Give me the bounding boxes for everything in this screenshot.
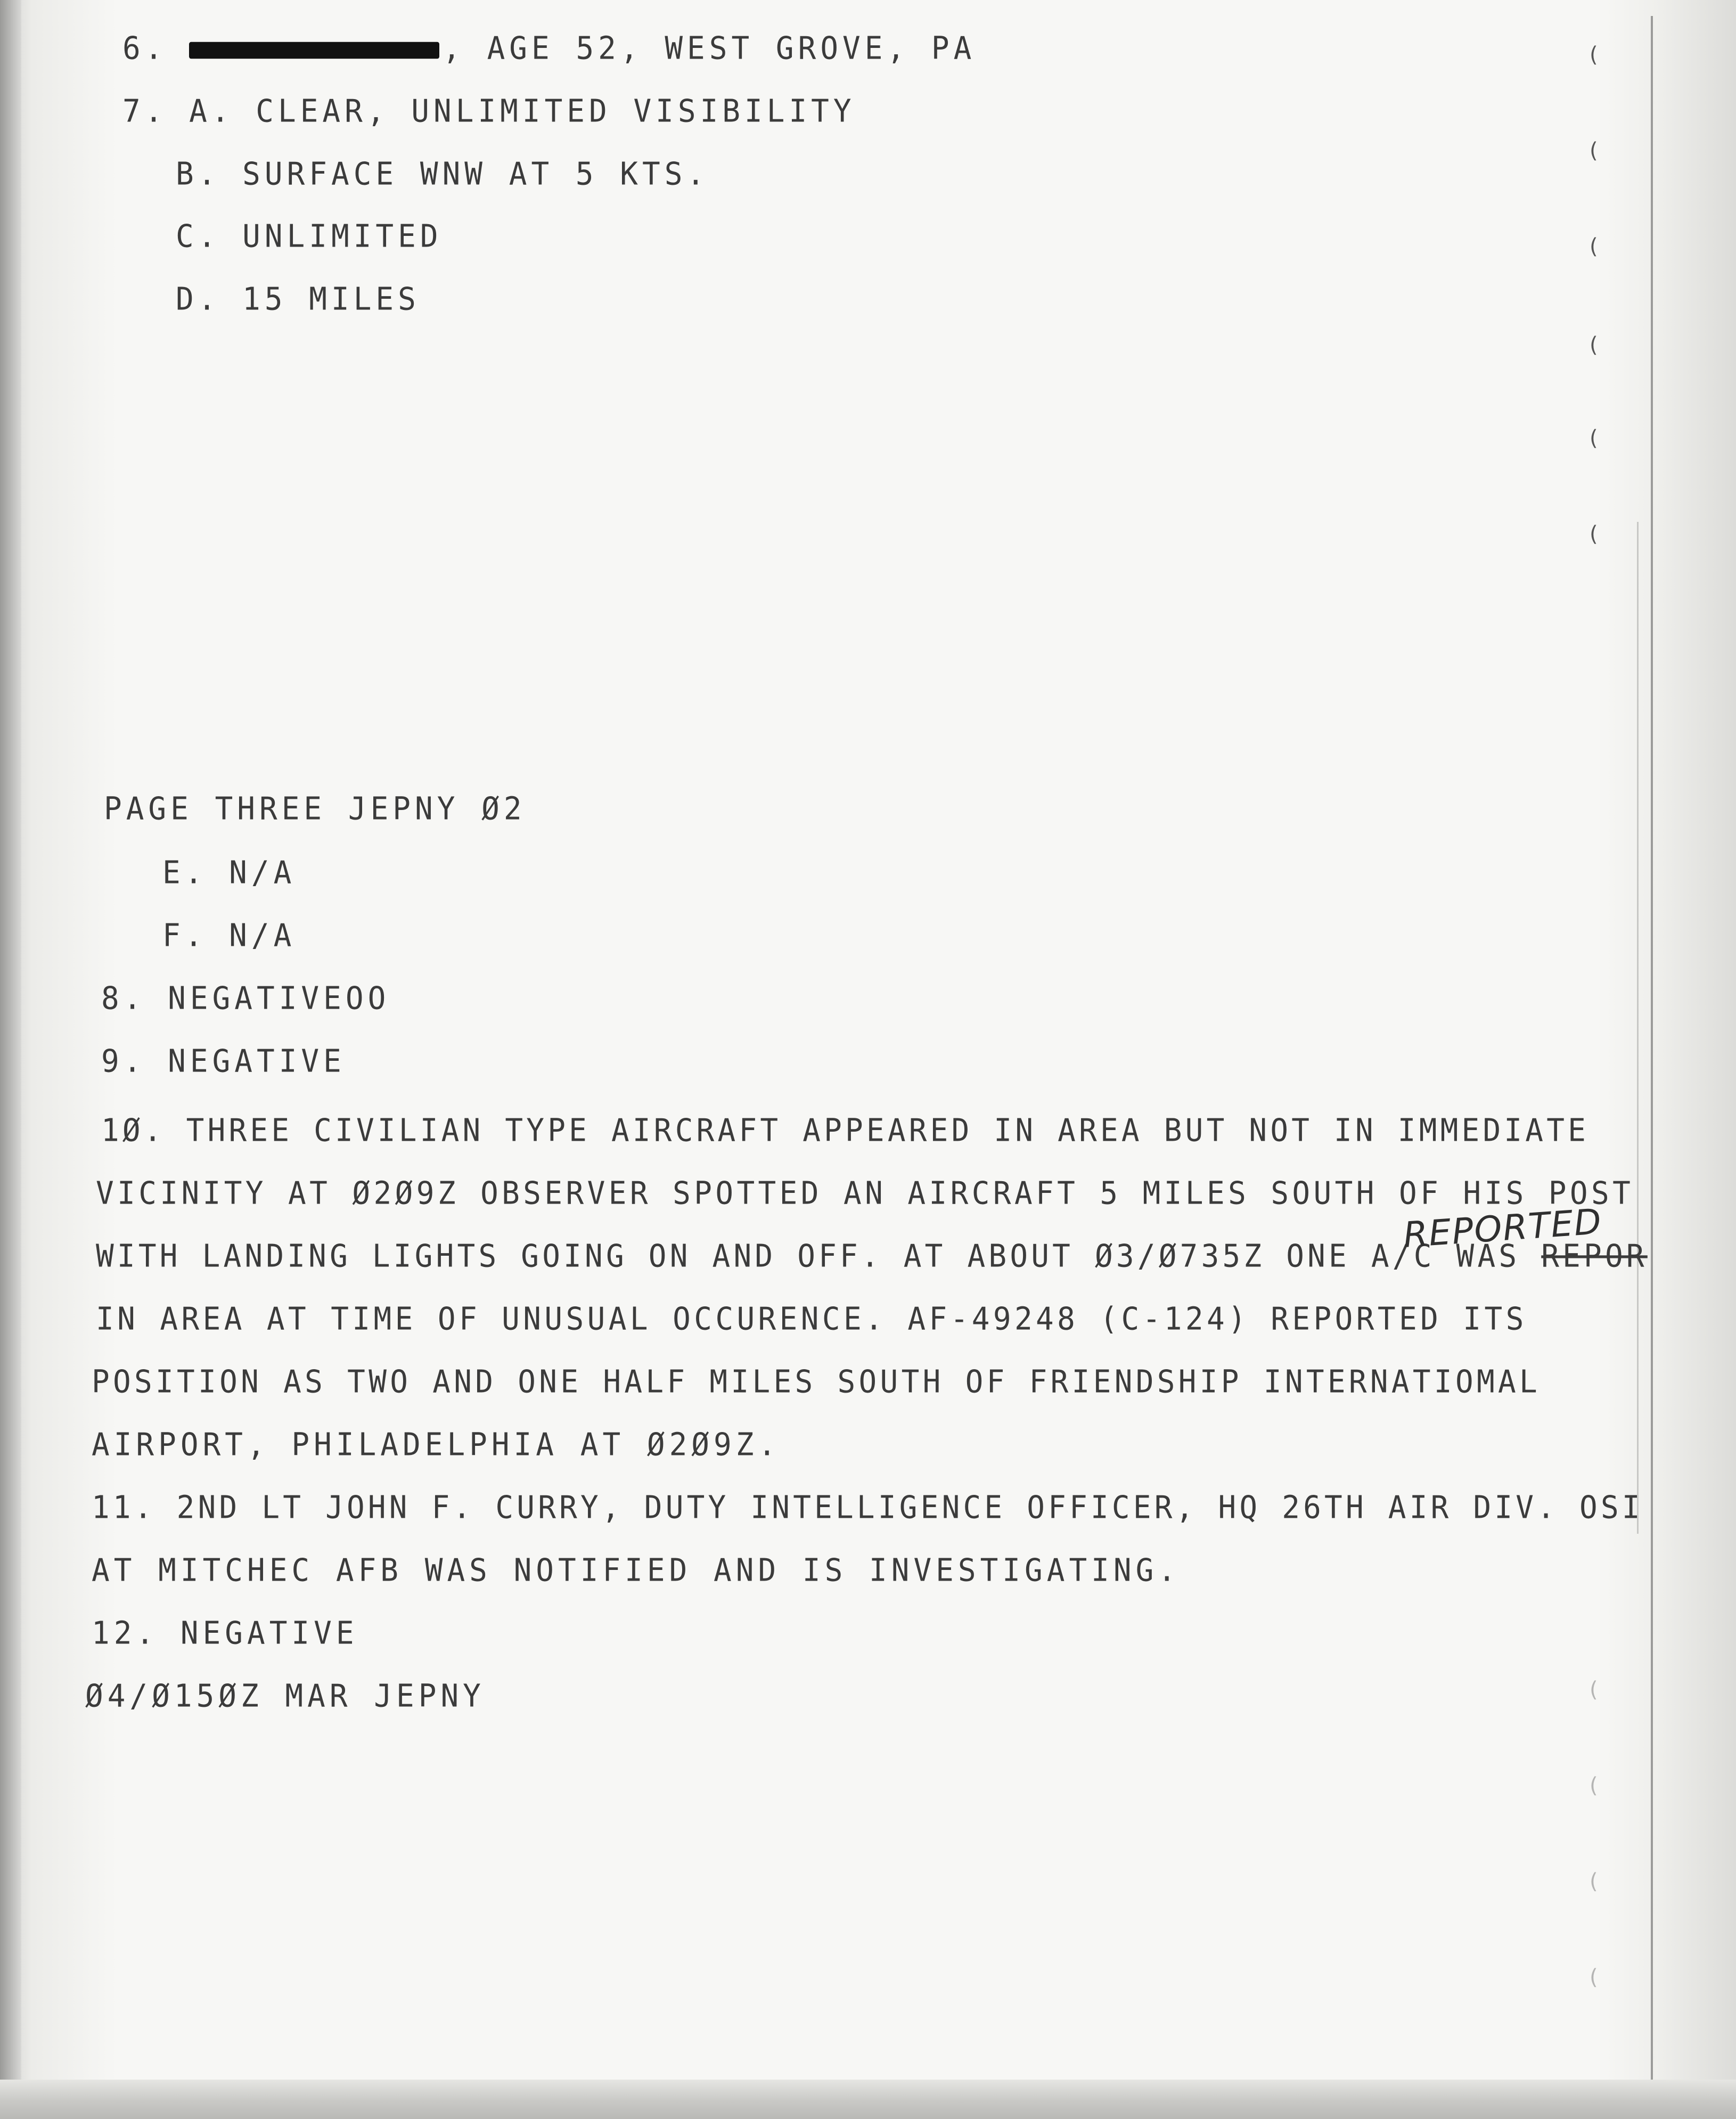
item-7b-line: B. SURFACE WNW AT 5 KTS.: [176, 156, 709, 192]
margin-tick-mark: (: [1590, 522, 1598, 546]
margin-tick-mark: (: [1590, 1965, 1598, 1990]
page-header-line: PAGE THREE JEPNY Ø2: [104, 790, 526, 827]
handwritten-correction: REPORTED: [1402, 1201, 1604, 1256]
item-10-line-5: POSITION AS TWO AND ONE HALF MILES SOUTH OF FRIENDSHIP INTERNATIOMAL: [92, 1363, 1541, 1400]
item-6-text: AGE 52, WEST GROVE, PA: [487, 30, 976, 67]
margin-tick-mark: (: [1590, 1678, 1598, 1702]
struck-word: REPOR: [1541, 1238, 1648, 1274]
item-e-line: E. N/A: [162, 854, 296, 891]
margin-tick-mark: (: [1590, 138, 1598, 163]
item-f-line: F. N/A: [162, 917, 296, 954]
item-8-line: 8. NEGATIVEOO: [101, 980, 390, 1017]
item-11-line-1: 11. 2ND LT JOHN F. CURRY, DUTY INTELLIGENCE OFFICER, HQ 26TH AIR DIV. OSI: [92, 1489, 1643, 1526]
item-11-line-2: AT MITCHEC AFB WAS NOTIFIED AND IS INVESTIGATING.: [92, 1552, 1181, 1589]
margin-tick-mark: (: [1590, 426, 1598, 451]
margin-tick-mark: (: [1590, 333, 1598, 357]
item-9-line: 9. NEGATIVE: [101, 1043, 346, 1079]
item-12-line: 12. NEGATIVE: [92, 1615, 358, 1651]
item-6-number: 6.: [122, 30, 167, 67]
page-bottom-edge: [0, 2080, 1736, 2119]
margin-tick-mark: (: [1590, 234, 1598, 259]
margin-tick-mark: (: [1590, 43, 1598, 67]
item-10-line-4: IN AREA AT TIME OF UNUSUAL OCCURENCE. AF-49248 (C-124) REPORTED ITS: [96, 1300, 1527, 1337]
item-10-line-2: VICINITY AT Ø2Ø9Z OBSERVER SPOTTED AN AIRCRAFT 5 MILES SOUTH OF HIS POST: [96, 1175, 1634, 1212]
item-10-line-6: AIRPORT, PHILADELPHIA AT Ø2Ø9Z.: [92, 1426, 781, 1463]
item-7a-line: 7. A. CLEAR, UNLIMITED VISIBILITY: [122, 93, 856, 129]
item-10-line-3-text: WITH LANDING LIGHTS GOING ON AND OFF. AT ABOUT Ø3/Ø735Z ONE A/C WAS: [96, 1238, 1520, 1274]
page-right-rule-inner: [1637, 522, 1639, 1534]
item-7c-line: C. UNLIMITED: [176, 218, 443, 255]
item-6-line: 6. , AGE 52, WEST GROVE, PA: [122, 30, 976, 67]
margin-tick-mark: (: [1590, 1773, 1598, 1798]
margin-tick-mark: (: [1590, 1869, 1598, 1894]
redaction-bar: [189, 42, 439, 59]
footer-line: Ø4/Ø15ØZ MAR JEPNY: [85, 1678, 485, 1714]
page-left-edge: [0, 0, 21, 2119]
item-7d-line: D. 15 MILES: [176, 281, 420, 317]
item-10-line-1: 1Ø. THREE CIVILIAN TYPE AIRCRAFT APPEARED IN AREA BUT NOT IN IMMEDIATE: [101, 1112, 1590, 1149]
page-right-rule: [1651, 16, 1653, 2082]
